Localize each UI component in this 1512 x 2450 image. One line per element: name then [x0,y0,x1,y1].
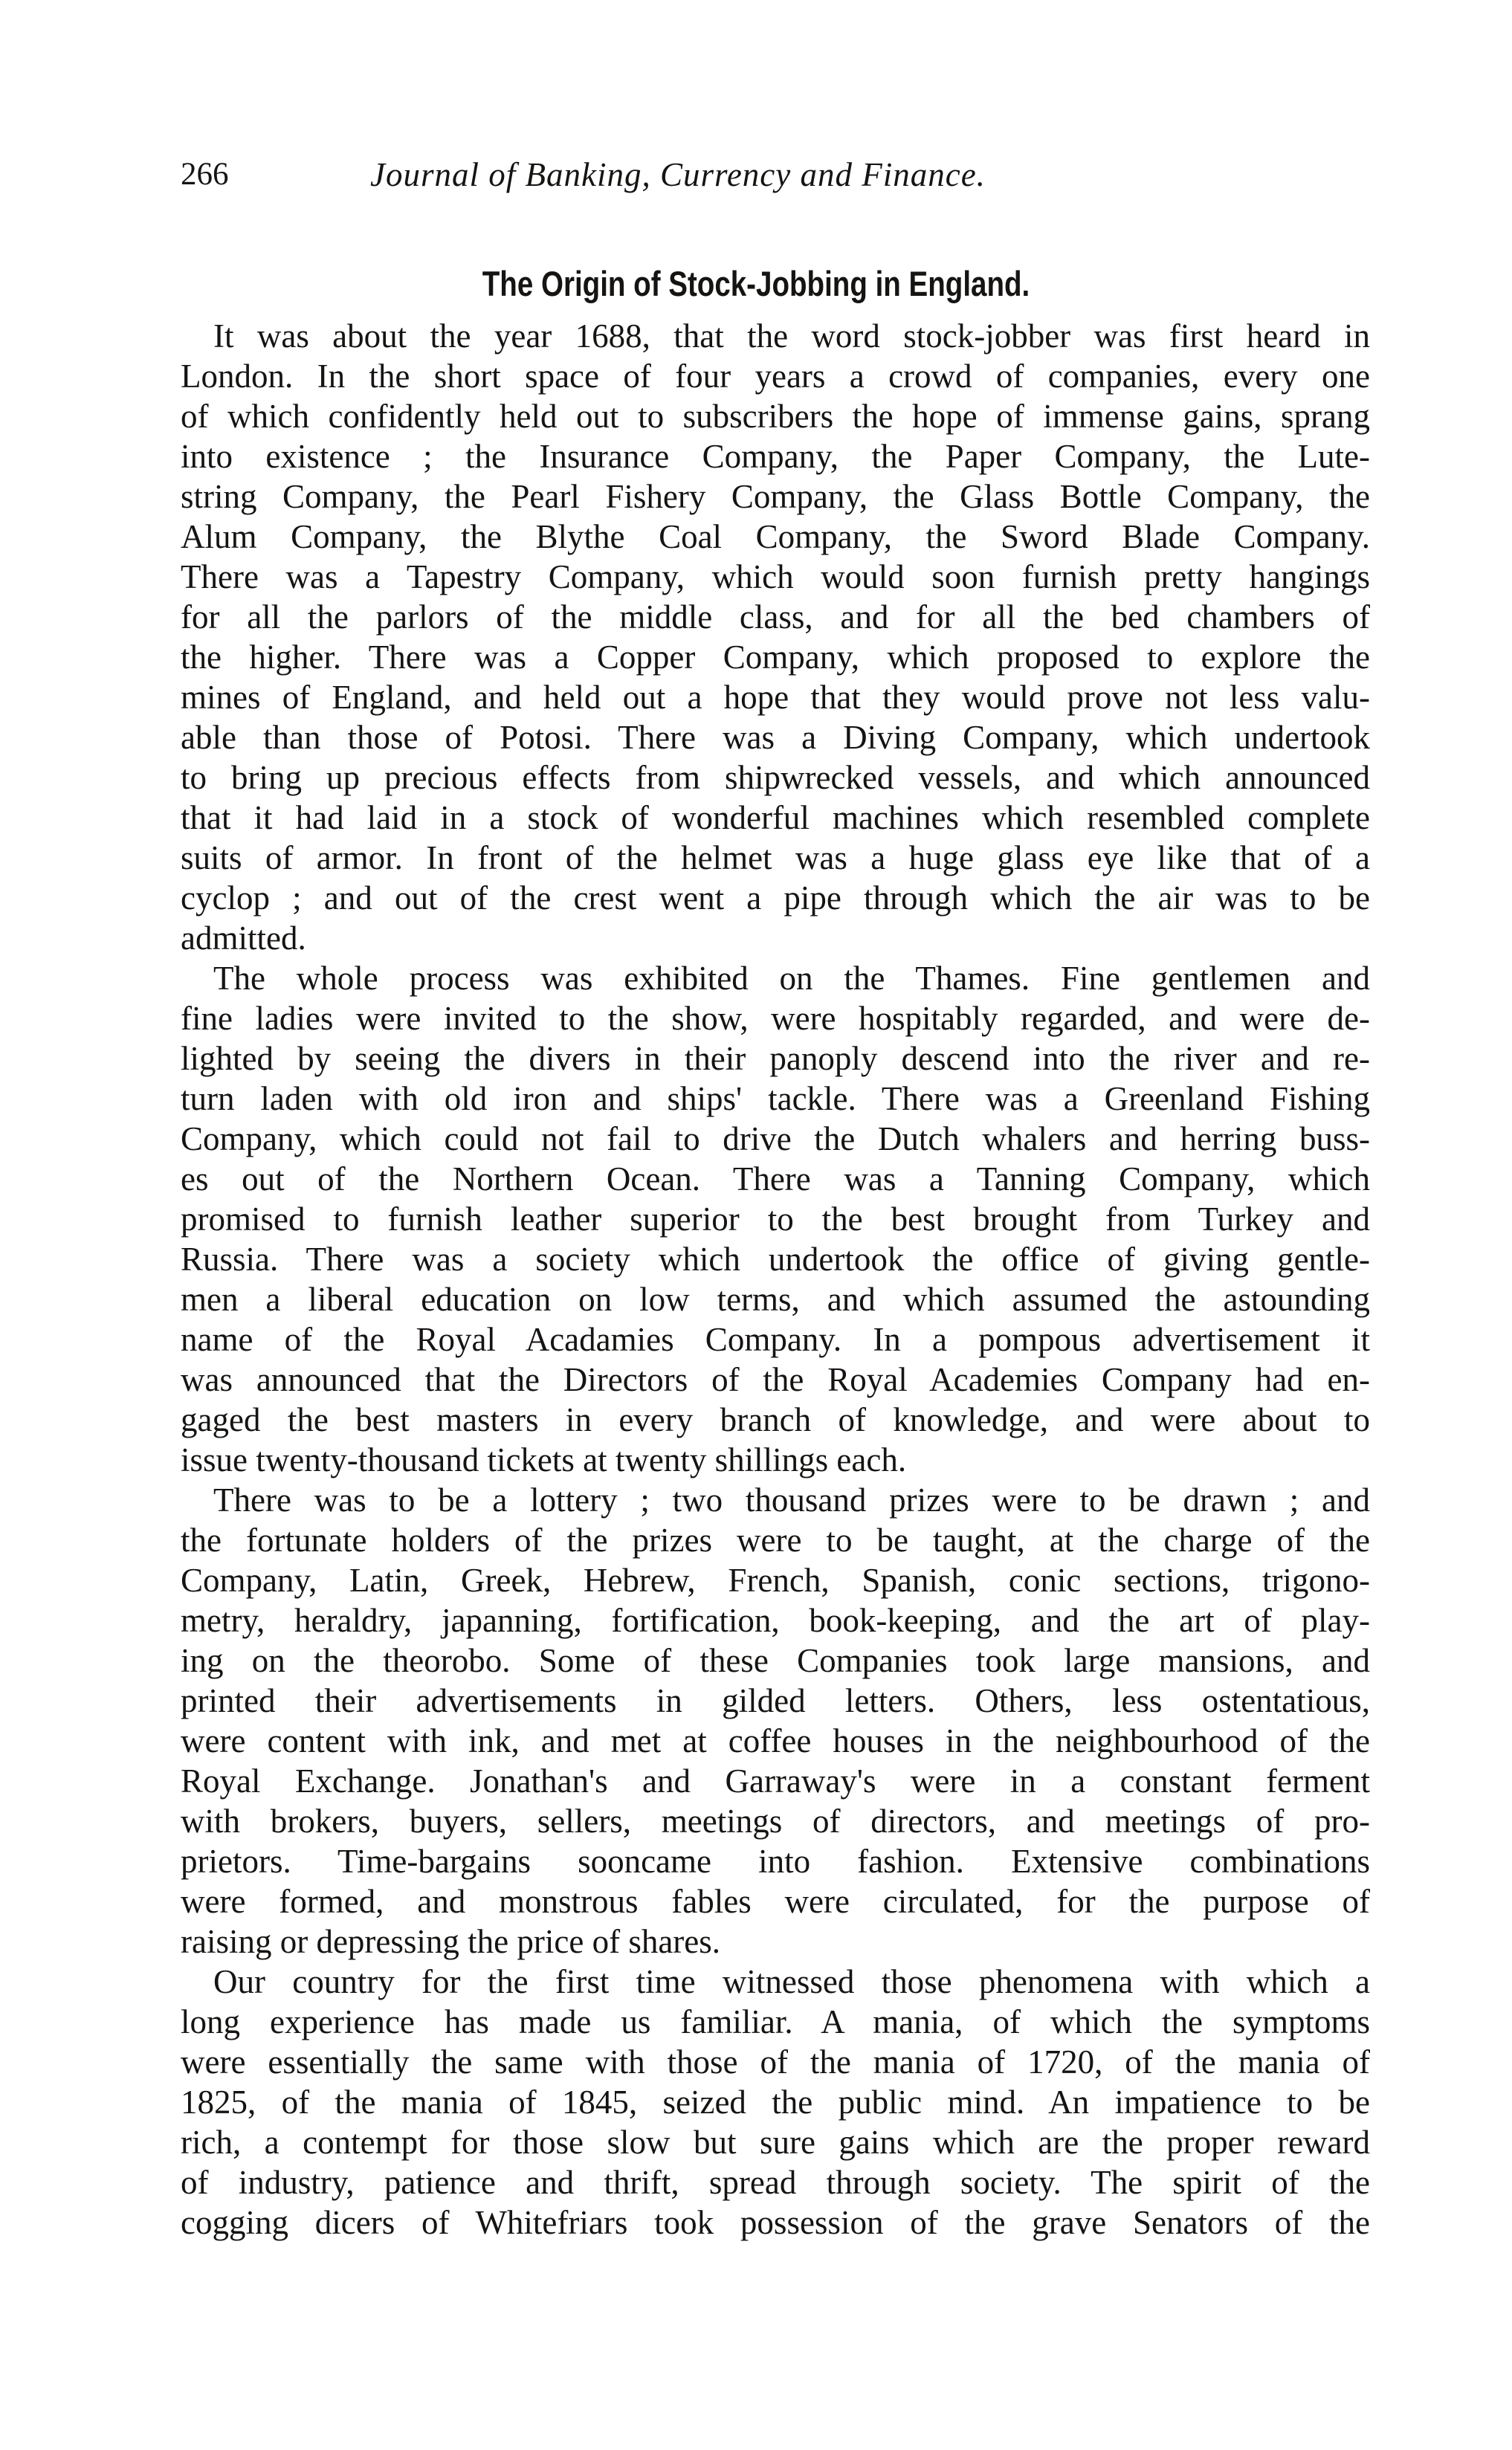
text-line: cogging dicers of Whitefriars took possession of the grave Senators of the [181,2204,1370,2241]
text-line: turn laden with old iron and ships' tackle. There was a Greenland Fishing [181,1080,1370,1117]
article-title: The Origin of Stock-Jobbing in England. [482,264,1030,303]
text-line: Our country for the first time witnessed those phenomena with which a [213,1963,1370,2000]
text-line: It was about the year 1688, that the word stock-jobber was first heard in [213,317,1370,355]
text-line: raising or depressing the price of shares. [181,1923,721,1960]
text-line: Company, which could not fail to drive the Dutch whalers and herring buss- [181,1120,1370,1157]
text-line: that it had laid in a stock of wonderful machines which resembled complete [181,799,1370,836]
page-number: 266 [181,157,229,192]
article-body [181,316,1370,2243]
text-line: were essentially the same with those of the mania of 1720, of the mania of [181,2043,1370,2081]
text-line: mines of England, and held out a hope that they would prove not less valu- [181,679,1370,716]
running-head [181,152,1370,197]
text-line: Alum Company, the Blythe Coal Company, the Sword Blade Company. [181,518,1370,555]
text-line: There was to be a lottery ; two thousand prizes were to be drawn ; and [213,1481,1370,1519]
text-line: suits of armor. In front of the helmet was a huge glass eye like that of a [181,839,1370,876]
text-line: London. In the short space of four years a crowd of companies, every one [181,358,1370,395]
text-line: ing on the theorobo. Some of these Companies took large mansions, and [181,1642,1370,1679]
text-line: the higher. There was a Copper Company, which proposed to explore the [181,639,1370,676]
text-line: issue twenty-thousand tickets at twenty shillings each. [181,1441,907,1478]
text-line: cyclop ; and out of the crest went a pipe through which the air was to be [181,879,1370,917]
text-line: rich, a contempt for those slow but sure gains which are the proper reward [181,2124,1370,2161]
text-line: of industry, patience and thrift, spread through society. The spirit of the [181,2164,1370,2201]
text-line: were content with ink, and met at coffee houses in the neighbourhood of the [181,1722,1370,1759]
text-line: to bring up precious effects from shipwrecked vessels, and which announced [181,759,1370,796]
text-line: of which confidently held out to subscribers the hope of immense gains, sprang [181,398,1370,435]
text-line: The whole process was exhibited on the Thames. Fine gentlemen and [213,960,1370,997]
text-line: the fortunate holders of the prizes were to be taught, at the charge of the [181,1522,1370,1559]
text-line: were formed, and monstrous fables were circulated, for the purpose of [181,1883,1370,1920]
text-line: printed their advertisements in gilded letters. Others, less ostentatious, [181,1682,1370,1719]
text-line: into existence ; the Insurance Company, the Paper Company, the Lute- [181,438,1370,475]
text-line: 1825, of the mania of 1845, seized the public mind. An impatience to be [181,2084,1370,2121]
text-line: long experience has made us familiar. A mania, of which the symptoms [181,2003,1370,2040]
text-line: name of the Royal Acadamies Company. In a pompous advertisement it [181,1321,1370,1358]
text-line: string Company, the Pearl Fishery Company, the Glass Bottle Company, the [181,478,1370,515]
text-line: prietors. Time-bargains sooncame into fashion. Extensive combinations [181,1843,1370,1880]
text-line: There was a Tapestry Company, which would soon furnish pretty hangings [181,558,1370,595]
text-line: metry, heraldry, japanning, fortification, book-keeping, and the art of play- [181,1602,1370,1639]
text-line: for all the parlors of the middle class, and for all the bed chambers of [181,598,1370,636]
journal-title: Journal of Banking, Currency and Finance. [370,156,986,193]
text-line: fine ladies were invited to the show, were hospitably regarded, and were de- [181,1000,1370,1037]
text-line: with brokers, buyers, sellers, meetings of directors, and meetings of pro- [181,1803,1370,1840]
text-line: men a liberal education on low terms, and which assumed the astounding [181,1281,1370,1318]
text-line: promised to furnish leather superior to the best brought from Turkey and [181,1200,1370,1238]
text-line: able than those of Potosi. There was a Diving Company, which undertook [181,719,1370,756]
text-line: Company, Latin, Greek, Hebrew, French, Spanish, conic sections, trigono- [181,1562,1370,1599]
text-line: es out of the Northern Ocean. There was a Tanning Company, which [181,1160,1370,1197]
text-line: admitted. [181,919,306,957]
text-line: Russia. There was a society which undertook the office of giving gentle- [181,1241,1370,1278]
text-line: lighted by seeing the divers in their panoply descend into the river and re- [181,1040,1370,1077]
text-line: was announced that the Directors of the Royal Academies Company had en- [181,1361,1370,1398]
text-line: Royal Exchange. Jonathan's and Garraway's were in a constant ferment [181,1762,1370,1800]
text-line: gaged the best masters in every branch of knowledge, and were about to [181,1401,1370,1438]
